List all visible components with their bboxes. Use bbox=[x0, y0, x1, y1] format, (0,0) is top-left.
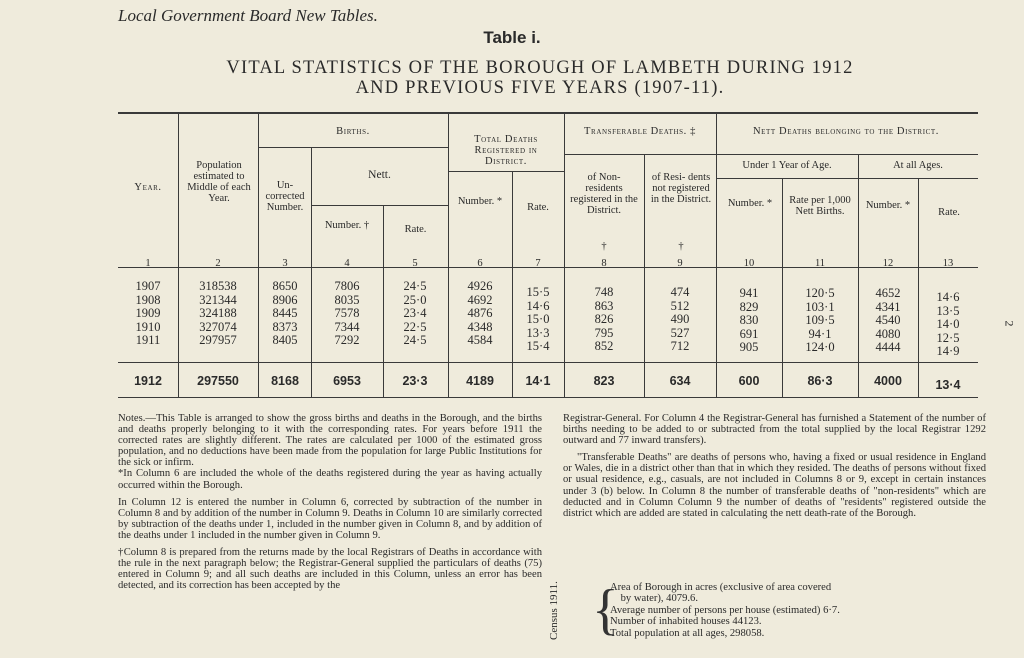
births-sub-rule bbox=[258, 147, 448, 148]
header-nett-deaths: Nett Deaths belonging to the District. bbox=[753, 126, 939, 137]
total-cell: 23·3 bbox=[402, 374, 428, 388]
header-nett: Nett. bbox=[368, 169, 391, 181]
table-column-values: 15·5 14·6 15·0 13·3 15·4 bbox=[526, 285, 550, 354]
header-non-residents: of Non- residents registered in the District. bbox=[570, 172, 638, 216]
column-number: 2 bbox=[215, 258, 221, 269]
total-cell: 8168 bbox=[271, 374, 299, 388]
table-column-values: 7806 8035 7578 7344 7292 bbox=[334, 279, 360, 348]
deaths-sub-rule bbox=[448, 171, 564, 172]
header-under-1: Under 1 Year of Age. bbox=[742, 160, 832, 171]
brace-icon: { bbox=[592, 579, 619, 641]
notes-left bbox=[118, 413, 542, 597]
total-cell: 4000 bbox=[874, 374, 902, 388]
table-column-values: 4652 4341 4540 4080 4444 bbox=[875, 286, 901, 355]
table-column-values: 941 829 830 691 905 bbox=[739, 286, 759, 355]
header-residents: of Resi- dents not registered in the District. bbox=[650, 172, 712, 205]
total-top-rule bbox=[118, 362, 978, 363]
header-nett-number: Number. † bbox=[324, 220, 370, 231]
header-transferable: Transferable Deaths. ‡ bbox=[584, 126, 696, 137]
column-number: 5 bbox=[412, 258, 418, 269]
col-divider bbox=[644, 154, 645, 397]
header-non-residents-dagger: † bbox=[601, 241, 607, 252]
header-uncorrected: Un- corrected Number. bbox=[265, 180, 305, 213]
header-residents-dagger: † bbox=[678, 241, 684, 252]
col-divider bbox=[858, 154, 859, 397]
total-cell: 6953 bbox=[333, 374, 361, 388]
total-cell: 4189 bbox=[466, 374, 494, 388]
total-cell: 14·1 bbox=[525, 374, 551, 388]
total-cell: 1912 bbox=[134, 374, 162, 388]
header-all-ages: At all Ages. bbox=[893, 160, 943, 171]
note-paragraph: *In Column 6 are included the whole of the deaths registered during the year as having actually occurred within the Borough. bbox=[118, 468, 542, 491]
column-number: 12 bbox=[882, 258, 894, 269]
total-cell: 297550 bbox=[197, 374, 239, 388]
total-cell: 13·4 bbox=[935, 378, 961, 392]
census-item: Average number of persons per house (estimated) 6·7. bbox=[610, 604, 840, 616]
notes-right bbox=[563, 413, 986, 525]
census-item: Total population at all ages, 298058. bbox=[610, 627, 765, 639]
header-births: Births. bbox=[336, 126, 370, 137]
ages-sub-rule bbox=[716, 178, 978, 179]
page-title bbox=[160, 58, 920, 98]
census-item: Number of inhabited houses 44123. bbox=[610, 616, 762, 628]
table-column-values: 4926 4692 4876 4348 4584 bbox=[467, 279, 493, 348]
table-column-values: 1907 1908 1909 1910 1911 bbox=[135, 279, 161, 348]
column-number: 1 bbox=[145, 258, 151, 269]
col-divider bbox=[448, 112, 449, 397]
title-line-1: VITAL STATISTICS OF THE BOROUGH OF LAMBETH DURING 1912 bbox=[226, 58, 854, 78]
transferable-sub-rule bbox=[564, 154, 716, 155]
table-column-values: 14·6 13·5 14·0 12·5 14·9 bbox=[936, 290, 960, 359]
note-paragraph: Registrar-General. For Column 4 the Registrar-General has furnished a Statement of the number of births needing to be added to or subtracted from the total supplied by the local Registrar 1292 outward and 77 inward transfers). bbox=[563, 413, 986, 447]
column-number: 6 bbox=[477, 258, 483, 269]
column-number: 9 bbox=[677, 258, 683, 269]
col-divider bbox=[311, 147, 312, 397]
header-under1-number: Number. * bbox=[727, 198, 773, 209]
header-deaths-number: Number. * bbox=[457, 196, 503, 207]
total-cell: 600 bbox=[738, 374, 760, 388]
col-divider bbox=[178, 112, 179, 397]
total-cell: 634 bbox=[669, 374, 691, 388]
header-rate-per-1000: Rate per 1,000 Nett Births. bbox=[789, 195, 851, 217]
note-paragraph: †Column 8 is prepared from the returns made by the local Registrars of Deaths in accordance with the rule in the next paragraph below; the Registrar-General supplied the particulars of deaths (75) entered in Column 9; and all such deaths are included in this Column, unless an error has been detected, and its correction has been accepted by the bbox=[118, 547, 542, 592]
total-cell: 823 bbox=[593, 374, 615, 388]
table-number: Table i. bbox=[483, 28, 541, 47]
board-header: Local Government Board New Tables. bbox=[118, 6, 378, 25]
column-number: 11 bbox=[814, 258, 826, 269]
col-divider bbox=[564, 112, 565, 397]
table-column-values: 8650 8906 8445 8373 8405 bbox=[272, 279, 298, 348]
col-divider bbox=[782, 178, 783, 397]
census-label: Census 1911. bbox=[548, 581, 560, 640]
nett-deaths-sub-rule bbox=[716, 154, 978, 155]
census-item: Area of Borough in acres (exclusive of area covered bbox=[610, 582, 832, 593]
margin-page-number: 2 bbox=[1002, 320, 1017, 327]
column-number: 8 bbox=[601, 258, 607, 269]
nett-sub-rule bbox=[311, 205, 448, 206]
header-nett-rate: Rate. bbox=[404, 224, 427, 235]
header-all-rate: Rate. bbox=[938, 207, 960, 218]
col-divider bbox=[258, 112, 259, 397]
column-number: 13 bbox=[942, 258, 954, 269]
census-list bbox=[610, 582, 840, 639]
total-cell: 86·3 bbox=[807, 374, 833, 388]
column-number: 10 bbox=[743, 258, 755, 269]
column-number: 4 bbox=[344, 258, 350, 269]
table-column-values: 120·5 103·1 109·5 94·1 124·0 bbox=[805, 286, 835, 355]
census-item: by water), 4079.6. bbox=[610, 593, 698, 605]
note-paragraph: In Column 12 is entered the number in Column 6, corrected by subtraction of the number in Column 8 and by addition of the number in Column 9. Deaths in Column 10 are similarly corrected by subtraction of the deaths under 1, included in the number given in Column 8, and by addition of the deaths under 1 included in the number given in Column 9. bbox=[118, 496, 542, 541]
table-column-values: 748 863 826 795 852 bbox=[594, 285, 614, 354]
table-top-rule bbox=[118, 112, 978, 114]
column-number: 3 bbox=[282, 258, 288, 269]
note-paragraph: Notes.—This Table is arranged to show the gross births and deaths in the Borough, and the births and deaths properly belonging to it with the corresponding rates. For years before 1911 the corrected rates are slightly different. The rates are calculated per 1000 of the estimated gross population, and no deductions have been made from the population for large Public Institutions for the sick or infirm. bbox=[118, 413, 542, 469]
table-column-values: 318538 321344 324188 327074 297957 bbox=[199, 279, 237, 348]
column-number: 7 bbox=[535, 258, 541, 269]
table-column-values: 474 512 490 527 712 bbox=[670, 285, 690, 354]
header-total-deaths: Total Deaths Registered in District. bbox=[474, 134, 538, 167]
table-bottom-rule bbox=[118, 397, 978, 398]
title-line-2: AND PREVIOUS FIVE YEARS (1907-11). bbox=[355, 78, 725, 98]
note-paragraph: "Transferable Deaths" are deaths of persons who, having a fixed or usual residence in England or Wales, die in a district other than that in which they resided. The deaths of persons without fixed or usual residence, e.g., casuals, are not included in Columns 8 or 9, except in certain instances under 3 (b) below. In Column 8 the number of transferable deaths of "non-residents" which are deducted and in Column Column 9 the number of deaths of "residents" registered outside the district which are added are stated in calculating the nett death-rate of the Borough. bbox=[563, 452, 986, 519]
header-year: Year. bbox=[134, 182, 162, 193]
header-deaths-rate: Rate. bbox=[527, 202, 549, 213]
header-population: Population estimated to Middle of each Year. bbox=[187, 160, 251, 204]
table-column-values: 24·5 25·0 23·4 22·5 24·5 bbox=[403, 279, 427, 348]
header-all-number: Number. * bbox=[865, 200, 911, 211]
